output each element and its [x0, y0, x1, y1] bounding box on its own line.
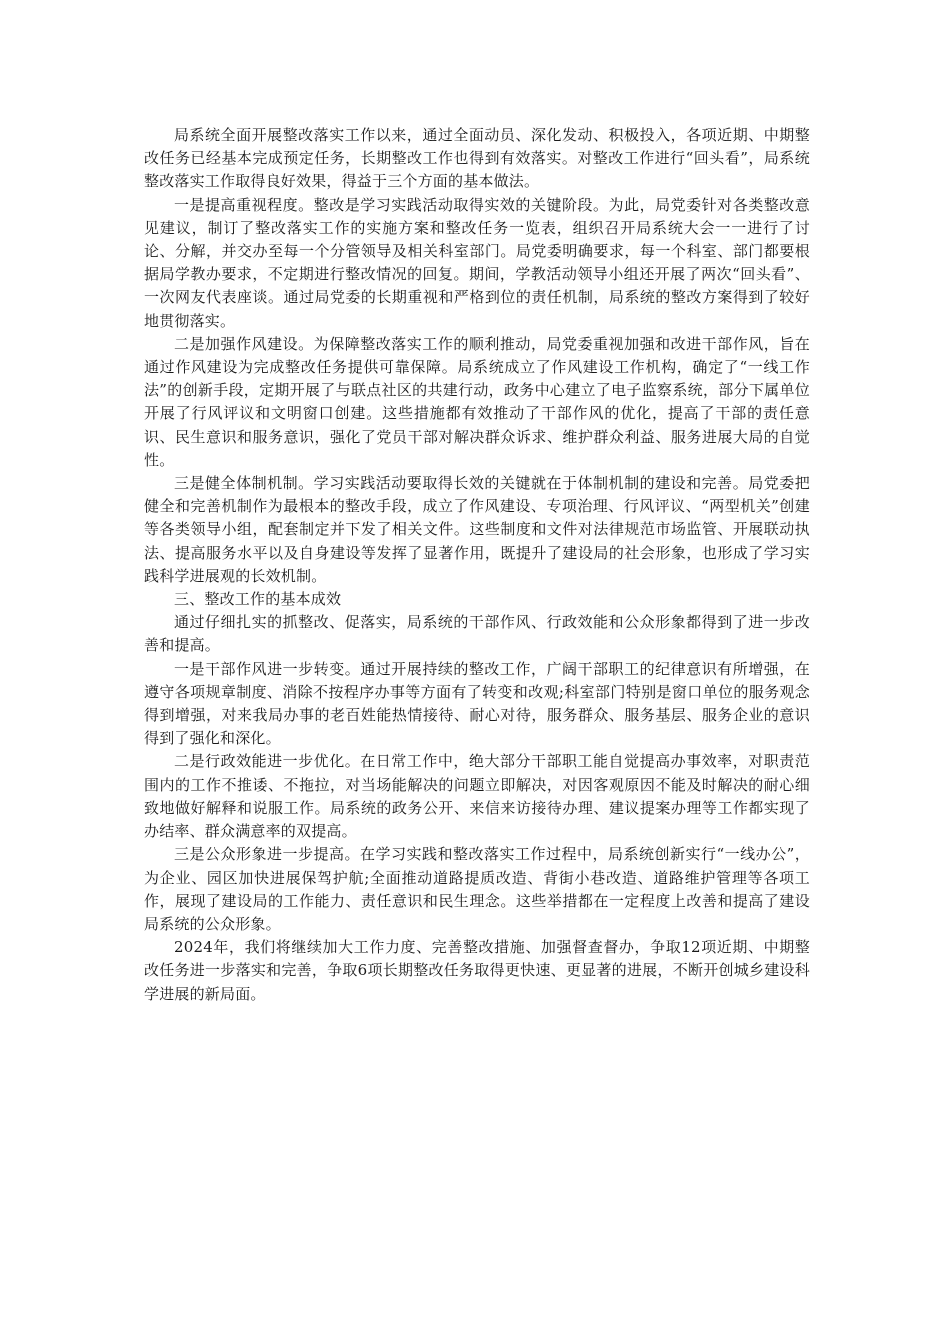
paragraph-result-three: 三是公众形象进一步提高。在学习实践和整改落实工作过程中，局系统创新实行“一线办公”，为企业、园区加快进展保驾护航;全面推动道路提质改造、背街小巷改造、道路维护管理等各项工作，展现了建设局的工作能力、责任意识和民生理念。这些举措都在一定程度上改善和提高了建设局系统的公众形象。	[144, 845, 810, 933]
paragraph-result-one: 一是干部作风进一步转变。通过开展持续的整改工作，广阔干部职工的纪律意识有所增强，在遵守各项规章制度、消除不按程序办事等方面有了转变和改观;科室部门特别是窗口单位的服务观念得到增强，对来我局办事的老百姓能热情接待、耐心对待，服务群众、服务基层、服务企业的意识得到了强化和深化。	[144, 659, 810, 748]
paragraph-point-three: 三是健全体制机制。学习实践活动要取得长效的关键就在于体制机制的建设和完善。局党委把健全和完善机制作为最根本的整改手段，成立了作风建设、专项治理、行风评议、“两型机关”创建等各类领导小组，配套制定并下发了相关文件。这些制度和文件对法律规范市场监管、开展联动执法、提高服务水平以及自身建设等发挥了显著作用，既提升了建设局的社会形象，也形成了学习实践科学进展观的长效机制。	[144, 474, 810, 585]
paragraph-intro: 局系统全面开展整改落实工作以来，通过全面动员、深化发动、积极投入，各项近期、中期整改任务已经基本完成预定任务，长期整改工作也得到有效落实。对整改工作进行“回头看”，局系统整改落实工作取得良好效果，得益于三个方面的基本做法。	[144, 126, 810, 191]
paragraph-point-one: 一是提高重视程度。整改是学习实践活动取得实效的关键阶段。为此，局党委针对各类整改意见建议，制订了整改落实工作的实施方案和整改任务一览表，组织召开局系统大会一一进行了讨论、分解，并交办至每一个分管领导及相关科室部门。局党委明确要求，每一个科室、部门都要根据局学教办要求，不定期进行整改情况的回复。期间，学教活动领导小组还开展了两次“回头看”、一次网友代表座谈。通过局党委的长期重视和严格到位的责任机制，局系统的整改方案得到了较好地贯彻落实。	[144, 195, 810, 330]
paragraph-point-two: 二是加强作风建设。为保障整改落实工作的顺利推动，局党委重视加强和改进干部作风，旨在通过作风建设为完成整改任务提供可靠保障。局系统成立了作风建设工作机构，确定了“一线工作法”的创新手段，定期开展了与联点社区的共建行动，政务中心建立了电子监察系统，部分下属单位开展了行风评议和文明窗口创建。这些措施都有效推动了干部作风的优化，提高了干部的责任意识、民生意识和服务意识，强化了党员干部对解决群众诉求、维护群众利益、服务进展大局的自觉性。	[144, 334, 810, 469]
paragraph-results-intro: 通过仔细扎实的抓整改、促落实，局系统的干部作风、行政效能和公众形象都得到了进一步改善和提高。	[144, 613, 810, 655]
paragraph-conclusion: 2024年，我们将继续加大工作力度、完善整改措施、加强督查督办，争取12项近期、中期整改任务进一步落实和完善，争取6项长期整改任务取得更快速、更显著的进展，不断开创城乡建设科学进展的新局面。	[144, 938, 810, 1003]
section-heading: 三、整改工作的基本成效	[174, 590, 342, 609]
paragraph-result-two: 二是行政效能进一步优化。在日常工作中，绝大部分干部职工能自觉提高办事效率，对职责范围内的工作不推诿、不拖拉，对当场能解决的问题立即解决，对因客观原因不能及时解决的耐心细致地做好解释和说服工作。局系统的政务公开、来信来访接待办理、建议提案办理等工作都实现了办结率、群众满意率的双提高。	[144, 752, 810, 841]
document-body	[144, 124, 810, 1006]
